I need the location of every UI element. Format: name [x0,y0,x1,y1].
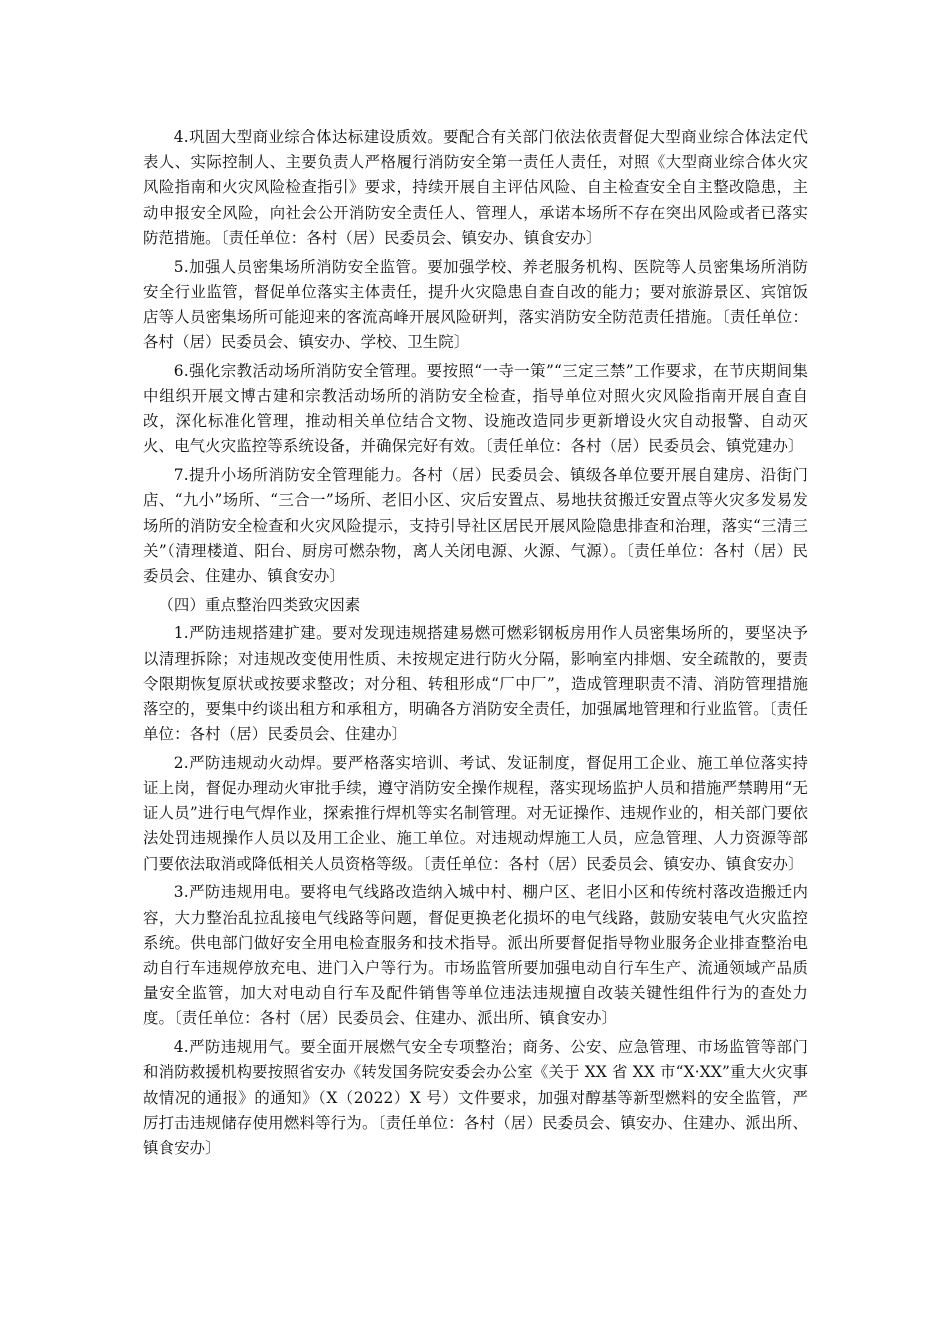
paragraph-item-4: 4.巩固大型商业综合体达标建设质效。要配合有关部门依法依责督促大型商业综合体法定代表人、实际控制人、主要负责人严格履行消防安全第一责任人责任，对照《大型商业综合体火灾风险指南和火灾风险检查指引》要求，持续开展自主评估风险、自主检查安全自主整改隐患，主动申报安全风险，向社会公开消防安全责任人、管理人，承诺本场所不存在突出风险或者已落实防范措施。〔责任单位：各村（居）民委员会、镇安办、镇食安办〕 [143,128,808,247]
section-heading: （四）重点整治四类致灾因素 [158,595,361,614]
paragraph-illegal-construction: 1.严防违规搭建扩建。要对发现违规搭建易燃可燃彩钢板房用作人员密集场所的，要坚决予以清理拆除；对违规改变使用性质、未按规定进行防火分隔，影响室内排烟、安全疏散的，要责令限期恢复原状或按要求整改；对分租、转租形成“厂中厂”，造成管理职责不清、消防管理措施落空的，要集中约谈出租方和承租方，明确各方消防安全责任，加强属地管理和行业监管。〔责任单位：各村（居）民委员会、住建办〕 [143,624,808,744]
document-page [143,125,808,1165]
paragraph-illegal-electricity: 3.严防违规用电。要将电气线路改造纳入城中村、棚户区、老旧小区和传统村落改造搬迁内容，大力整治乱拉乱接电气线路等问题，督促更换老化损坏的电气线路，鼓励安装电气火灾监控系统。供电部门做好安全用电检查服务和技术指导。派出所要督促指导物业服务企业排查整治电动自行车违规停放充电、进门入户等行为。市场监管所要加强电动自行车生产、流通领域产品质量安全监管，加大对电动自行车及配件销售等单位违法违规擅自改装关键性组件行为的查处力度。〔责任单位：各村（居）民委员会、住建办、派出所、镇食安办〕 [143,883,808,1028]
paragraph-item-6: 6.强化宗教活动场所消防安全管理。要按照“一寺一策”“三定三禁”工作要求，在节庆期间集中组织开展文博古建和宗教活动场所的消防安全检查，指导单位对照火灾风险指南开展自查自改，深化标准化管理，推动相关单位结合文物、设施改造同步更新增设火灾自动报警、自动灭火、电气火灾监控等系统设备，并确保完好有效。〔责任单位：各村（居）民委员会、镇党建办〕 [143,361,808,456]
paragraph-illegal-gas: 4.严防违规用气。要全面开展燃气安全专项整治；商务、公安、应急管理、市场监管等部门和消防救援机构要按照省安办《转发国务院安委会办公室《关于 XX 省 XX 市“X·XX”重大火灾事故情况的通报》的通知》（X（2022）X 号）文件要求，加强对醇基等新型燃料的安全监管，严厉打击违规储存使用燃料等行为。〔责任单位：各村（居）民委员会、镇安办、住建办、派出所、镇食安办〕 [143,1038,808,1157]
paragraph-illegal-welding: 2.严防违规动火动焊。要严格落实培训、考试、发证制度，督促用工企业、施工单位落实持证上岗，督促办理动火审批手续，遵守消防安全操作规程，落实现场监护人员和措施严禁聘用“无证人员”进行电气焊作业，探索推行焊机等实名制管理。对无证操作、违规作业的，相关部门要依法处罚违规操作人员以及用工企业、施工单位。对违规动焊施工人员，应急管理、人力资源等部门要依法取消或降低相关人员资格等级。〔责任单位：各村（居）民委员会、镇安办、镇食安办〕 [143,753,808,873]
paragraph-item-7: 7.提升小场所消防安全管理能力。各村（居）民委员会、镇级各单位要开展自建房、沿街门店、“九小”场所、“三合一”场所、老旧小区、灾后安置点、易地扶贫搬迁安置点等火灾多发易发场所的消防安全检查和火灾风险提示，支持引导社区居民开展风险隐患排查和治理，落实“三清三关”（清理楼道、阳台、厨房可燃杂物，离人关闭电源、火源、气源）。〔责任单位：各村（居）民委员会、住建办、镇食安办〕 [143,466,808,585]
paragraph-item-5: 5.加强人员密集场所消防安全监管。要加强学校、养老服务机构、医院等人员密集场所消防安全行业监管，督促单位落实主体责任，提升火灾隐患自查自改的能力；要对旅游景区、宾馆饭店等人员密集场所可能迎来的客流高峰开展风险研判，落实消防安全防范责任措施。〔责任单位：各村（居）民委员会、镇安办、学校、卫生院〕 [143,257,808,352]
